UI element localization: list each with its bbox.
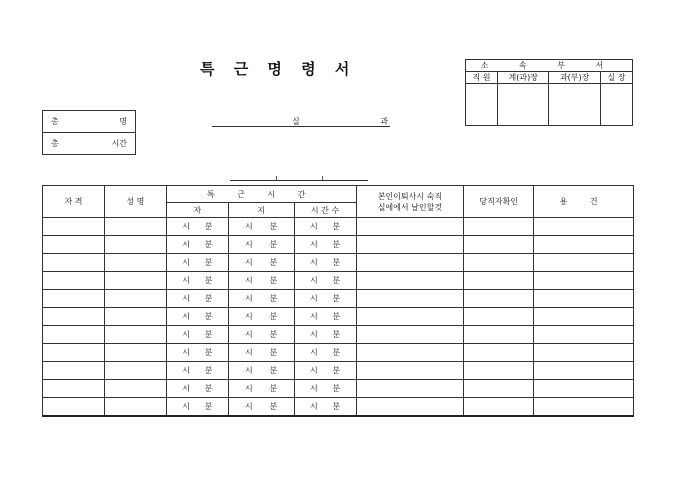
hours-cell[interactable] bbox=[294, 254, 356, 272]
qualification-cell[interactable] bbox=[43, 398, 105, 417]
qualification-cell[interactable] bbox=[43, 218, 105, 236]
to-time-cell[interactable] bbox=[228, 344, 294, 362]
header-hours: 시 간 수 bbox=[294, 203, 356, 218]
name-cell[interactable] bbox=[104, 236, 166, 254]
minute-label: 분 bbox=[269, 312, 278, 321]
minute-label: 분 bbox=[269, 294, 278, 303]
header-from: 자 bbox=[166, 203, 228, 218]
hour-label: 시 bbox=[309, 258, 318, 267]
minute-label: 분 bbox=[269, 348, 278, 357]
minute-label: 분 bbox=[332, 240, 341, 249]
qualification-cell[interactable] bbox=[43, 272, 105, 290]
hours-cell[interactable] bbox=[294, 326, 356, 344]
to-time-cell[interactable] bbox=[228, 290, 294, 308]
hour-label: 시 bbox=[245, 294, 253, 303]
table-row bbox=[43, 380, 634, 398]
hour-label: 시 bbox=[182, 240, 190, 249]
hours-cell[interactable] bbox=[294, 362, 356, 380]
minute-label: 분 bbox=[204, 330, 213, 339]
table-row bbox=[43, 254, 634, 272]
minute-label: 분 bbox=[204, 384, 213, 393]
minute-label: 분 bbox=[332, 348, 341, 357]
from-time-cell[interactable] bbox=[166, 308, 228, 326]
hour-label: 시 bbox=[182, 366, 190, 375]
table-row bbox=[43, 272, 634, 290]
from-time-cell[interactable] bbox=[166, 362, 228, 380]
header-name: 성 명 bbox=[104, 186, 166, 218]
minute-label: 분 bbox=[204, 348, 213, 357]
hour-label: 시 bbox=[309, 222, 318, 231]
from-time-cell[interactable] bbox=[166, 218, 228, 236]
name-cell[interactable] bbox=[104, 398, 166, 417]
duty-check-cell[interactable] bbox=[464, 308, 534, 326]
table-row bbox=[43, 290, 634, 308]
hours-cell[interactable] bbox=[294, 236, 356, 254]
approval-table bbox=[465, 59, 633, 126]
name-cell[interactable] bbox=[104, 308, 166, 326]
minute-label: 분 bbox=[269, 240, 278, 249]
qualification-cell[interactable] bbox=[43, 236, 105, 254]
signature-box[interactable] bbox=[600, 84, 632, 126]
minute-label: 분 bbox=[332, 366, 341, 375]
hour-label: 시 bbox=[245, 402, 253, 411]
table-row bbox=[43, 308, 634, 326]
qualification-cell[interactable] bbox=[43, 290, 105, 308]
hour-label: 시 bbox=[309, 276, 318, 285]
remarks-cell[interactable] bbox=[534, 362, 634, 380]
hour-label: 시 bbox=[182, 384, 190, 393]
hour-label: 시 bbox=[182, 348, 190, 357]
name-cell[interactable] bbox=[104, 272, 166, 290]
duty-check-cell[interactable] bbox=[464, 326, 534, 344]
duty-check-cell[interactable] bbox=[464, 362, 534, 380]
confirm-cell[interactable] bbox=[356, 326, 464, 344]
from-time-cell[interactable] bbox=[166, 398, 228, 417]
remarks-cell[interactable] bbox=[534, 326, 634, 344]
total-hours-cell[interactable]: 총 시간 bbox=[43, 133, 136, 155]
hour-label: 시 bbox=[182, 222, 190, 231]
minute-label: 분 bbox=[269, 384, 278, 393]
qualification-cell[interactable] bbox=[43, 308, 105, 326]
hour-label: 시 bbox=[309, 366, 318, 375]
minute-label: 분 bbox=[204, 312, 213, 321]
table-row bbox=[43, 398, 634, 417]
hour-label: 시 bbox=[182, 294, 190, 303]
header-qualification: 자 격 bbox=[43, 186, 105, 218]
to-time-cell[interactable] bbox=[228, 236, 294, 254]
minute-label: 분 bbox=[332, 402, 341, 411]
confirm-cell[interactable] bbox=[356, 218, 464, 236]
minute-label: 분 bbox=[269, 258, 278, 267]
approval-col: 실 장 bbox=[600, 72, 632, 84]
header-remarks: 용 건 bbox=[534, 186, 634, 218]
approval-col: 직 원 bbox=[466, 72, 498, 84]
hours-cell[interactable] bbox=[294, 218, 356, 236]
to-time-cell[interactable] bbox=[228, 380, 294, 398]
minute-label: 분 bbox=[332, 330, 341, 339]
confirm-cell[interactable] bbox=[356, 290, 464, 308]
duty-check-cell[interactable] bbox=[464, 254, 534, 272]
name-cell[interactable] bbox=[104, 254, 166, 272]
date-line[interactable] bbox=[230, 180, 368, 181]
name-cell[interactable] bbox=[104, 344, 166, 362]
duty-check-cell[interactable] bbox=[464, 398, 534, 417]
confirm-cell[interactable] bbox=[356, 308, 464, 326]
to-time-cell[interactable] bbox=[228, 362, 294, 380]
remarks-cell[interactable] bbox=[534, 218, 634, 236]
minute-label: 분 bbox=[204, 258, 213, 267]
hour-label: 시 bbox=[245, 366, 253, 375]
from-time-cell[interactable] bbox=[166, 236, 228, 254]
qualification-cell[interactable] bbox=[43, 362, 105, 380]
hour-label: 시 bbox=[245, 330, 253, 339]
duty-check-cell[interactable] bbox=[464, 380, 534, 398]
qualification-cell[interactable] bbox=[43, 344, 105, 362]
minute-label: 분 bbox=[269, 222, 278, 231]
hour-label: 시 bbox=[309, 294, 318, 303]
header-confirm: 본인이퇴사시 숙직 실에에서 날인할것 bbox=[356, 186, 464, 218]
from-time-cell[interactable] bbox=[166, 290, 228, 308]
confirm-cell[interactable] bbox=[356, 254, 464, 272]
table-row bbox=[43, 362, 634, 380]
name-cell[interactable] bbox=[104, 218, 166, 236]
minute-label: 분 bbox=[204, 402, 213, 411]
name-cell[interactable] bbox=[104, 290, 166, 308]
to-time-cell[interactable] bbox=[228, 398, 294, 417]
confirm-cell[interactable] bbox=[356, 362, 464, 380]
remarks-cell[interactable] bbox=[534, 290, 634, 308]
hour-label: 시 bbox=[182, 402, 190, 411]
header-duty-check: 당직자확인 bbox=[464, 186, 534, 218]
duty-check-cell[interactable] bbox=[464, 272, 534, 290]
hour-label: 시 bbox=[182, 330, 190, 339]
hours-cell[interactable] bbox=[294, 272, 356, 290]
hours-cell[interactable] bbox=[294, 398, 356, 417]
remarks-cell[interactable] bbox=[534, 272, 634, 290]
hours-cell[interactable] bbox=[294, 344, 356, 362]
approval-col: 계(과)장 bbox=[498, 72, 549, 84]
from-time-cell[interactable] bbox=[166, 254, 228, 272]
name-cell[interactable] bbox=[104, 362, 166, 380]
name-cell[interactable] bbox=[104, 326, 166, 344]
name-cell[interactable] bbox=[104, 380, 166, 398]
minute-label: 분 bbox=[204, 240, 213, 249]
table-row bbox=[43, 218, 634, 236]
from-time-cell[interactable] bbox=[166, 272, 228, 290]
table-row bbox=[43, 326, 634, 344]
hour-label: 시 bbox=[309, 384, 318, 393]
signature-box[interactable] bbox=[466, 84, 498, 126]
minute-label: 분 bbox=[269, 276, 278, 285]
hour-label: 시 bbox=[245, 276, 253, 285]
hour-label: 시 bbox=[245, 258, 253, 267]
remarks-cell[interactable] bbox=[534, 380, 634, 398]
minute-label: 분 bbox=[332, 258, 341, 267]
minute-label: 분 bbox=[204, 366, 213, 375]
approval-col: 과(부)장 bbox=[549, 72, 600, 84]
from-time-cell[interactable] bbox=[166, 344, 228, 362]
duty-check-cell[interactable] bbox=[464, 344, 534, 362]
hour-label: 시 bbox=[245, 312, 253, 321]
minute-label: 분 bbox=[332, 384, 341, 393]
dept-header: 소 속 부 서 bbox=[466, 60, 633, 72]
document-title: 특 근 명 령 서 bbox=[200, 60, 357, 78]
duty-check-cell[interactable] bbox=[464, 236, 534, 254]
hour-label: 시 bbox=[245, 240, 253, 249]
hours-cell[interactable] bbox=[294, 290, 356, 308]
total-persons-cell[interactable]: 총 명 bbox=[43, 111, 136, 133]
minute-label: 분 bbox=[204, 276, 213, 285]
summary-table bbox=[42, 110, 136, 155]
qualification-cell[interactable] bbox=[43, 326, 105, 344]
hour-label: 시 bbox=[182, 258, 190, 267]
to-time-cell[interactable] bbox=[228, 308, 294, 326]
qualification-cell[interactable] bbox=[43, 380, 105, 398]
minute-label: 분 bbox=[269, 366, 278, 375]
to-time-cell[interactable] bbox=[228, 254, 294, 272]
table-row bbox=[43, 344, 634, 362]
minute-label: 분 bbox=[269, 402, 278, 411]
remarks-cell[interactable] bbox=[534, 398, 634, 417]
qualification-cell[interactable] bbox=[43, 254, 105, 272]
minute-label: 분 bbox=[204, 294, 213, 303]
to-time-cell[interactable] bbox=[228, 326, 294, 344]
confirm-cell[interactable] bbox=[356, 344, 464, 362]
minute-label: 분 bbox=[332, 222, 341, 231]
duty-check-cell[interactable] bbox=[464, 218, 534, 236]
table-row bbox=[43, 236, 634, 254]
hour-label: 시 bbox=[245, 384, 253, 393]
hours-cell[interactable] bbox=[294, 380, 356, 398]
to-time-cell[interactable] bbox=[228, 218, 294, 236]
overtime-table bbox=[42, 185, 634, 417]
confirm-cell[interactable] bbox=[356, 236, 464, 254]
from-time-cell[interactable] bbox=[166, 380, 228, 398]
hour-label: 시 bbox=[309, 330, 318, 339]
hour-label: 시 bbox=[245, 222, 253, 231]
hour-label: 시 bbox=[182, 276, 190, 285]
signature-box[interactable] bbox=[498, 84, 549, 126]
room-section-line[interactable]: 실 과 bbox=[212, 116, 390, 127]
hours-cell[interactable] bbox=[294, 308, 356, 326]
remarks-cell[interactable] bbox=[534, 236, 634, 254]
minute-label: 분 bbox=[332, 276, 341, 285]
remarks-cell[interactable] bbox=[534, 254, 634, 272]
to-time-cell[interactable] bbox=[228, 272, 294, 290]
hour-label: 시 bbox=[309, 240, 318, 249]
confirm-cell[interactable] bbox=[356, 380, 464, 398]
hour-label: 시 bbox=[309, 348, 318, 357]
duty-check-cell[interactable] bbox=[464, 290, 534, 308]
header-to: 지 bbox=[228, 203, 294, 218]
minute-label: 분 bbox=[269, 330, 278, 339]
from-time-cell[interactable] bbox=[166, 326, 228, 344]
minute-label: 분 bbox=[332, 312, 341, 321]
minute-label: 분 bbox=[332, 294, 341, 303]
hour-label: 시 bbox=[182, 312, 190, 321]
remarks-cell[interactable] bbox=[534, 308, 634, 326]
signature-box[interactable] bbox=[549, 84, 600, 126]
confirm-cell[interactable] bbox=[356, 398, 464, 417]
minute-label: 분 bbox=[204, 222, 213, 231]
hour-label: 시 bbox=[309, 312, 318, 321]
confirm-cell[interactable] bbox=[356, 272, 464, 290]
remarks-cell[interactable] bbox=[534, 344, 634, 362]
header-overtime: 특 근 시 간 bbox=[166, 186, 356, 203]
hour-label: 시 bbox=[245, 348, 253, 357]
hour-label: 시 bbox=[309, 402, 318, 411]
